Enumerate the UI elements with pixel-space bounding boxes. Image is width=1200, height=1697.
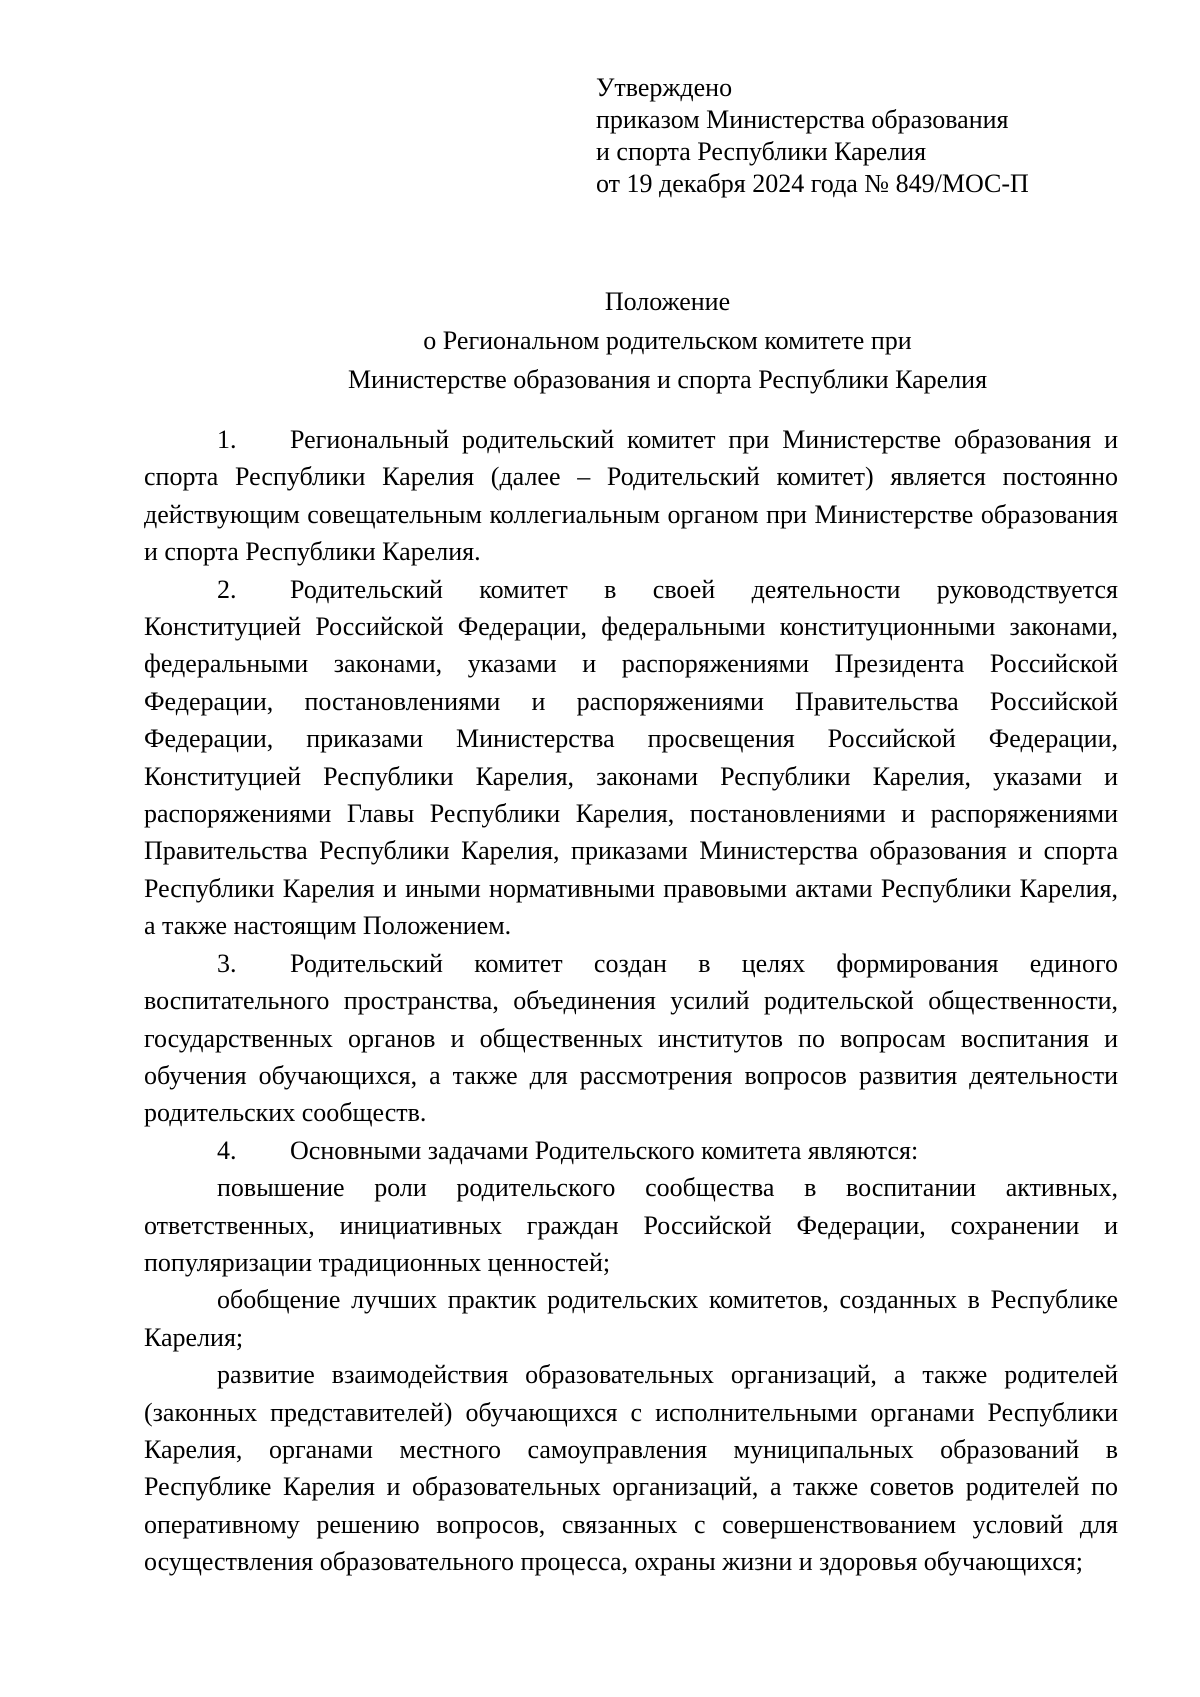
approval-stamp <box>596 72 1029 200</box>
paragraph-number: 3. <box>217 948 237 978</box>
paragraph-text: Родительский комитет создан в целях формирования единого воспитательного пространства, объединения усилий родительской общественности, государственных органов и общественных институтов по вопросам воспитания и обучения обучающихся, а также для рассмотрения вопросов развития деятельности родительских сообществ. <box>144 948 1118 1128</box>
paragraph-number: 4. <box>217 1135 237 1165</box>
title-line: Положение <box>604 287 731 316</box>
approval-line: Утверждено <box>596 73 733 102</box>
numbered-paragraph <box>144 1132 1118 1169</box>
numbered-paragraph <box>144 945 1118 1132</box>
approval-line: приказом Министерства образования <box>596 105 1009 134</box>
document-title <box>144 282 1191 399</box>
title-line: Министерстве образования и спорта Республики Карелия <box>347 365 988 394</box>
paragraph-number: 1. <box>217 425 237 454</box>
numbered-paragraph <box>144 571 1118 945</box>
approval-line: от 19 декабря 2024 года № 849/МОС-П <box>596 169 1029 198</box>
numbered-paragraph <box>144 421 1118 571</box>
paragraph-text: Региональный родительский комитет при Министерстве образования и спорта Республики Карелия (далее – Родительский комитет) является постоянно действующим совещательным коллегиальным органом при Министерстве образования и спорта Республики Карелия. <box>144 425 1118 567</box>
title-line: о Региональном родительском комитете при <box>423 326 912 355</box>
approval-line: и спорта Республики Карелия <box>596 137 927 166</box>
task-paragraph: развитие взаимодействия образовательных организаций, а также родителей (законных представителей) обучающихся с исполнительными органами Республики Карелия, органами местного самоуправления муниципальных образований в Республике Карелия и образовательных организаций, а также советов родителей по оперативному решению вопросов, связанных с совершенствованием условий для осуществления образовательного процесса, охраны жизни и здоровья обучающихся; <box>144 1360 1118 1577</box>
paragraph-number: 2. <box>217 574 237 604</box>
document-body <box>144 421 1118 1581</box>
task-paragraph: обобщение лучших практик родительских комитетов, созданных в Республике Карелия; <box>144 1285 1118 1352</box>
task-paragraph: повышение роли родительского сообщества в воспитании активных, ответственных, инициативных граждан Российской Федерации, сохранении и популяризации традиционных ценностей; <box>144 1173 1118 1277</box>
paragraph-text: Основными задачами Родительского комитета являются: <box>290 1135 919 1165</box>
paragraph-text: Родительский комитет в своей деятельности руководствуется Конституцией Российской Федерации, федеральными конституционными законами, федеральными законами, указами и распоряжениями Президента Российской Федерации, постановлениями и распоряжениями Правительства Российской Федерации, приказами Министерства просвещения Российской Федерации, Конституцией Республики Карелия, законами Республики Карелия, указами и распоряжениями Главы Республики Карелия, постановлениями и распоряжениями Правительства Республики Карелия, приказами Министерства образования и спорта Республики Карелия и иными нормативными правовыми актами Республики Карелия, а также настоящим Положением. <box>144 574 1118 941</box>
